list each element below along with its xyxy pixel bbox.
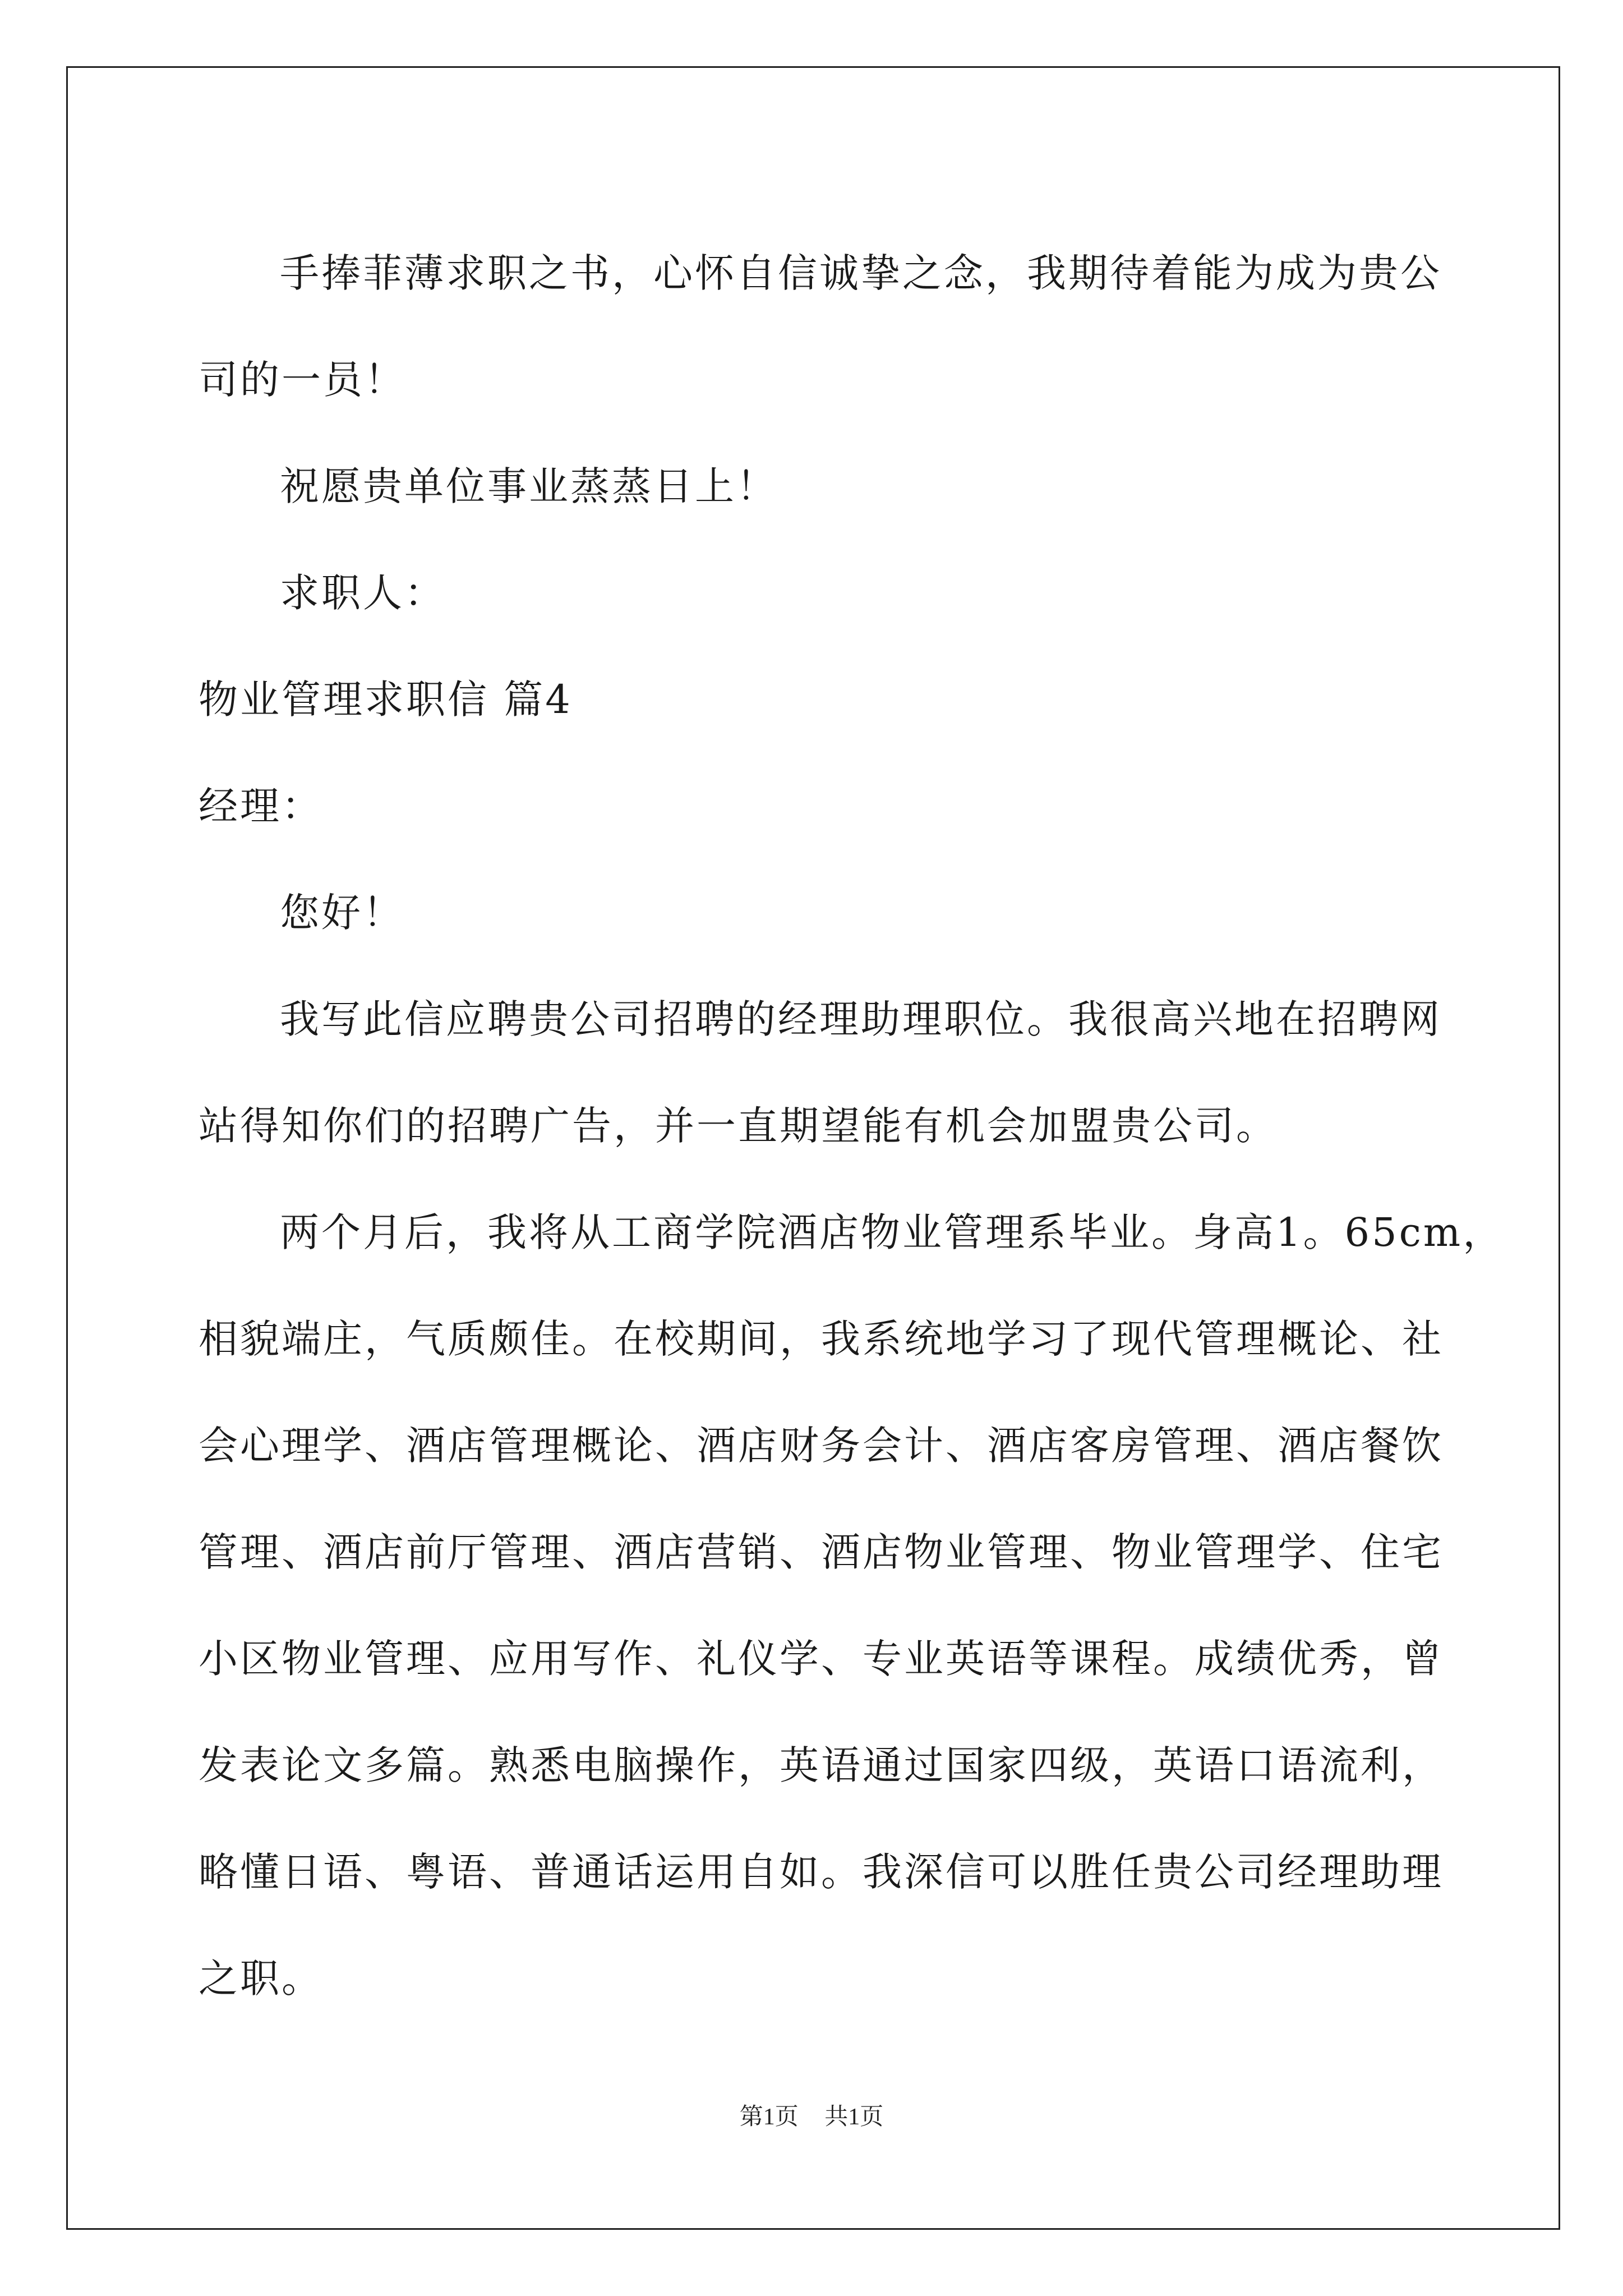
paragraph-line: 站得知你们的招聘广告，并一直期望能有机会加盟贵公司。 [199, 1103, 1278, 1149]
paragraph-line: 我写此信应聘贵公司招聘的经理助理职位。我很高兴地在招聘网 [280, 996, 1442, 1042]
signature-label: 求职人： [280, 570, 446, 616]
paragraph-line: 管理、酒店前厅管理、酒店营销、酒店物业管理、物业管理学、住宅 [199, 1529, 1444, 1575]
paragraph-line: 相貌端庄，气质颇佳。在校期间，我系统地学习了现代管理概论、社 [199, 1316, 1444, 1362]
paragraph-line: 会心理学、酒店管理概论、酒店财务会计、酒店客房管理、酒店餐饮 [199, 1423, 1444, 1469]
paragraph-line: 司的一员！ [199, 357, 406, 403]
greeting: 您好！ [280, 890, 404, 936]
page-number: 第1页 [739, 2104, 799, 2130]
paragraph-line: 手捧菲薄求职之书，心怀自信诚挚之念，我期待着能为成为贵公 [280, 250, 1442, 296]
paragraph-line: 两个月后，我将从工商学院酒店物业管理系毕业。身高1。65cm， [280, 1209, 1505, 1255]
document-body [199, 220, 1505, 2032]
paragraph-line: 略懂日语、粤语、普通话运用自如。我深信可以胜任贵公司经理助理 [199, 1849, 1444, 1895]
paragraph-line: 祝愿贵单位事业蒸蒸日上！ [280, 463, 778, 509]
paragraph-line: 小区物业管理、应用写作、礼仪学、专业英语等课程。成绩优秀，曾 [199, 1636, 1444, 1682]
page-total: 共1页 [824, 2104, 884, 2130]
paragraph-line: 之职。 [199, 1955, 323, 2001]
page-footer [0, 2098, 1623, 2132]
salutation: 经理： [199, 783, 323, 829]
paragraph-line: 发表论文多篇。熟悉电脑操作，英语通过国家四级，英语口语流利， [199, 1742, 1444, 1788]
section-heading: 物业管理求职信 篇4 [199, 677, 573, 723]
